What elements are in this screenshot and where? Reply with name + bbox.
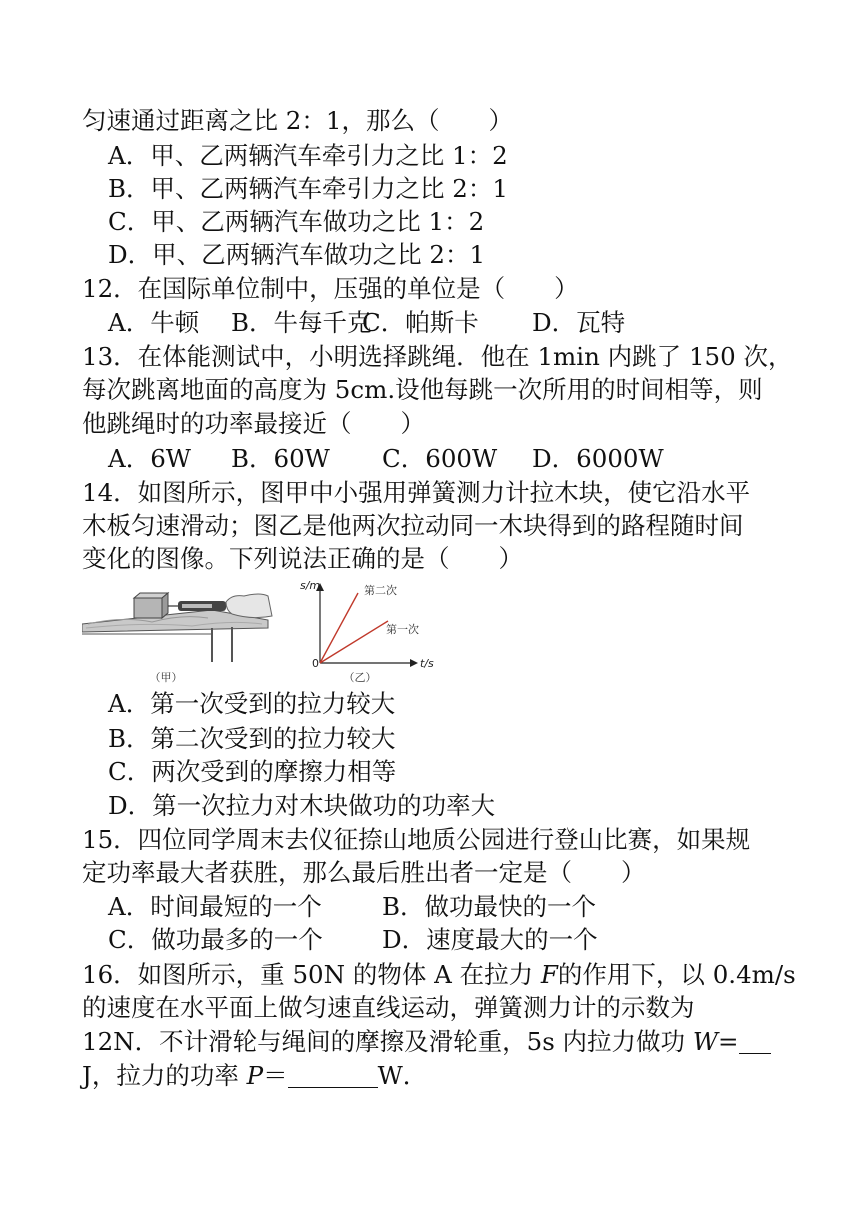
figure-jia <box>82 580 282 685</box>
series-second-line <box>320 593 358 663</box>
q16-text: W． <box>377 1061 428 1090</box>
wood-block <box>134 593 168 618</box>
q11-option-b: B．甲、乙两辆汽车牵引力之比 2：1 <box>108 174 508 203</box>
q16-line1 <box>82 958 796 991</box>
q13-option-c: C．600W <box>382 444 498 473</box>
series-first-label: 第一次 <box>386 623 419 636</box>
table-illustration <box>82 610 268 662</box>
q14-stem-line2: 木板匀速滑动；图乙是他两次拉动同一木块得到的路程随时间 <box>82 511 744 540</box>
q14-option-a: A．第一次受到的拉力较大 <box>108 689 396 718</box>
q16-text: 16．如图所示，重 50N 的物体 A 在拉力 <box>82 960 541 989</box>
q16-text: 的作用下，以 0.4m/s <box>557 960 796 989</box>
q14-option-d: D．第一次拉力对木块做功的功率大 <box>108 791 496 820</box>
q11-option-c: C．甲、乙两辆汽车做功之比 1：2 <box>108 207 485 236</box>
q16-line4 <box>82 1059 782 1092</box>
spring-scale <box>168 601 226 611</box>
x-axis-arrow <box>410 659 418 667</box>
x-axis-label: t/s <box>420 657 434 670</box>
series-second-label: 第二次 <box>364 584 397 597</box>
y-axis-label: s/m <box>300 579 321 592</box>
q12-option-a: A．牛顿 <box>108 308 200 337</box>
q13-stem-line3: 他跳绳时的功率最接近（ ） <box>82 409 425 438</box>
q16-text: 12N．不计滑轮与绳间的摩擦及滑轮重，5s 内拉力做功 <box>82 1027 693 1056</box>
q13-option-b: B．60W <box>231 444 330 473</box>
q16-variable-p: P <box>246 1061 264 1090</box>
figure-yi-caption: （乙） <box>343 671 377 684</box>
q13-option-d: D．6000W <box>532 444 664 473</box>
q15-stem-line2: 定功率最大者获胜，那么最后胜出者一定是（ ） <box>82 858 646 887</box>
origin-label: 0 <box>312 657 319 670</box>
q16-text: ＝ <box>263 1061 288 1090</box>
q16-text: J，拉力的功率 <box>82 1061 247 1090</box>
q16-line2: 的速度在水平面上做匀速直线运动，弹簧测力计的示数为 <box>82 993 695 1022</box>
q14-option-c: C．两次受到的摩擦力相等 <box>108 757 397 786</box>
q11-stem-tail: 匀速通过距离之比 2：1，那么（ ） <box>82 106 513 135</box>
q11-option-d: D．甲、乙两辆汽车做功之比 2：1 <box>108 240 486 269</box>
q13-stem-line1: 13．在体能测试中，小明选择跳绳．他在 1min 内跳了 150 次， <box>82 342 793 371</box>
series-first-line <box>320 621 388 663</box>
q12-option-b: B．牛每千克 <box>231 308 372 337</box>
q15-option-a: A．时间最短的一个 <box>108 892 322 921</box>
q12-option-c: C．帕斯卡 <box>362 308 479 337</box>
q13-option-a: A．6W <box>108 444 191 473</box>
answer-blank-work[interactable] <box>739 1027 771 1054</box>
q16-variable-w: W <box>692 1027 719 1056</box>
q16-text: = <box>718 1027 739 1056</box>
q16-variable-f: F <box>540 960 558 989</box>
hand <box>226 594 272 618</box>
q15-option-b: B．做功最快的一个 <box>382 892 597 921</box>
q16-line3 <box>82 1025 782 1058</box>
q14-stem-line3: 变化的图像。下列说法正确的是（ ） <box>82 544 523 573</box>
q15-stem-line1: 15．四位同学周末去仪征捺山地质公园进行登山比赛，如果规 <box>82 825 751 854</box>
answer-blank-power[interactable] <box>288 1061 378 1088</box>
q14-option-b: B．第二次受到的拉力较大 <box>108 724 396 753</box>
q12-option-d: D．瓦特 <box>532 308 626 337</box>
q14-stem-line1: 14．如图所示，图甲中小强用弹簧测力计拉木块，使它沿水平 <box>82 478 751 507</box>
q12-stem: 12．在国际单位制中，压强的单位是（ ） <box>82 274 579 303</box>
figure-yi-st-graph <box>292 575 442 685</box>
q15-option-c: C．做功最多的一个 <box>108 925 323 954</box>
q11-option-a: A．甲、乙两辆汽车牵引力之比 1：2 <box>108 141 508 170</box>
figure-jia-caption: （甲） <box>149 671 183 684</box>
q13-stem-line2: 每次跳离地面的高度为 5cm.设他每跳一次所用的时间相等，则 <box>82 375 763 404</box>
q15-option-d: D．速度最大的一个 <box>382 925 598 954</box>
